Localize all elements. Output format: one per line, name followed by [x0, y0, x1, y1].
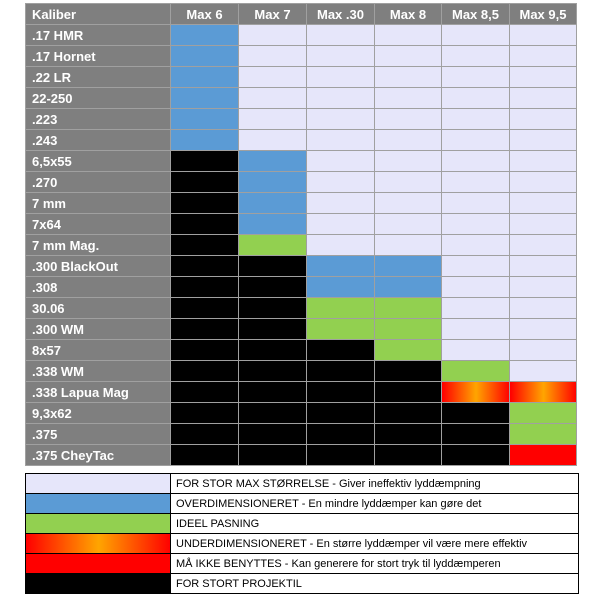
cell-proj: [239, 340, 307, 361]
row-label: .300 WM: [26, 319, 171, 340]
row-label: .243: [26, 130, 171, 151]
cell-proj: [171, 382, 239, 403]
cell-large: [307, 109, 375, 130]
cell-large: [510, 25, 577, 46]
cell-large: [510, 130, 577, 151]
table-row: [26, 214, 577, 235]
legend-item: [26, 514, 579, 534]
cell-ideal: [239, 235, 307, 256]
cell-large: [375, 109, 442, 130]
legend-swatch-ideal: [26, 514, 171, 534]
cell-large: [307, 25, 375, 46]
legend-item: [26, 474, 579, 494]
cell-proj: [239, 403, 307, 424]
table-row: [26, 193, 577, 214]
cell-proj: [375, 361, 442, 382]
cell-ideal: [510, 424, 577, 445]
cell-ideal: [442, 361, 510, 382]
legend-swatch-under: [26, 534, 171, 554]
cell-large: [375, 193, 442, 214]
cell-large: [442, 151, 510, 172]
cell-large: [510, 46, 577, 67]
cell-large: [510, 67, 577, 88]
cell-large: [239, 88, 307, 109]
cell-large: [442, 340, 510, 361]
cell-proj: [239, 361, 307, 382]
legend-item: [26, 494, 579, 514]
cell-large: [510, 88, 577, 109]
cell-large: [442, 298, 510, 319]
cell-proj: [171, 214, 239, 235]
cell-large: [307, 235, 375, 256]
cell-large: [442, 214, 510, 235]
table-row: [26, 298, 577, 319]
cell-large: [442, 109, 510, 130]
cell-large: [239, 46, 307, 67]
cell-proj: [171, 424, 239, 445]
cell-large: [307, 151, 375, 172]
cell-large: [307, 67, 375, 88]
cell-large: [442, 130, 510, 151]
cell-large: [239, 25, 307, 46]
legend: [25, 473, 579, 594]
table-row: [26, 382, 577, 403]
cell-ideal: [307, 298, 375, 319]
row-label: .300 BlackOut: [26, 256, 171, 277]
cell-ideal: [307, 319, 375, 340]
cell-proj: [239, 298, 307, 319]
cell-large: [307, 88, 375, 109]
cell-over: [239, 172, 307, 193]
cell-proj: [375, 445, 442, 466]
cell-large: [442, 25, 510, 46]
legend-item: [26, 534, 579, 554]
cell-proj: [375, 382, 442, 403]
cell-over: [239, 193, 307, 214]
table-row: [26, 445, 577, 466]
cell-proj: [171, 298, 239, 319]
legend-swatch-proj: [26, 574, 171, 594]
cell-proj: [171, 256, 239, 277]
cell-large: [375, 235, 442, 256]
cell-proj: [171, 235, 239, 256]
cell-proj: [375, 424, 442, 445]
cell-large: [510, 109, 577, 130]
table-row: [26, 172, 577, 193]
cell-forbidden: [510, 445, 577, 466]
cell-proj: [239, 256, 307, 277]
cell-large: [442, 256, 510, 277]
row-label: 30.06: [26, 298, 171, 319]
cell-proj: [171, 445, 239, 466]
cell-large: [510, 319, 577, 340]
cell-large: [510, 361, 577, 382]
row-label: .17 Hornet: [26, 46, 171, 67]
cell-large: [239, 130, 307, 151]
legend-swatch-large: [26, 474, 171, 494]
cell-proj: [171, 151, 239, 172]
table-row: [26, 256, 577, 277]
cell-over: [239, 151, 307, 172]
cell-ideal: [375, 298, 442, 319]
cell-large: [375, 214, 442, 235]
cell-over: [171, 46, 239, 67]
cell-proj: [307, 382, 375, 403]
legend-text: FOR STOR MAX STØRRELSE - Giver ineffektiv lyddæmpning: [171, 474, 579, 494]
cell-large: [510, 298, 577, 319]
cell-large: [307, 214, 375, 235]
cell-proj: [307, 340, 375, 361]
table-row: [26, 25, 577, 46]
cell-large: [510, 256, 577, 277]
cell-ideal: [375, 319, 442, 340]
row-label: .223: [26, 109, 171, 130]
col-header-max-8: Max 8: [375, 4, 442, 25]
cell-proj: [239, 277, 307, 298]
legend-text: UNDERDIMENSIONERET - En større lyddæmper vil være mere effektiv: [171, 534, 579, 554]
table-body: [26, 25, 577, 466]
cell-large: [375, 88, 442, 109]
cell-proj: [442, 424, 510, 445]
cell-large: [375, 151, 442, 172]
cell-large: [510, 277, 577, 298]
table-row: [26, 361, 577, 382]
row-label: .17 HMR: [26, 25, 171, 46]
cell-large: [442, 235, 510, 256]
col-header-max-6: Max 6: [171, 4, 239, 25]
legend-text: MÅ IKKE BENYTTES - Kan generere for stort tryk til lyddæmperen: [171, 554, 579, 574]
col-header-kaliber: Kaliber: [26, 4, 171, 25]
cell-proj: [171, 172, 239, 193]
cell-large: [442, 319, 510, 340]
cell-proj: [307, 424, 375, 445]
table-row: [26, 130, 577, 151]
cell-large: [510, 151, 577, 172]
table-row: [26, 277, 577, 298]
table-row: [26, 109, 577, 130]
cell-under: [510, 382, 577, 403]
cell-proj: [307, 445, 375, 466]
table-row: [26, 319, 577, 340]
table-row: [26, 235, 577, 256]
col-header-max-30: Max .30: [307, 4, 375, 25]
cell-under: [442, 382, 510, 403]
cell-over: [171, 88, 239, 109]
cell-over: [307, 256, 375, 277]
table-row: [26, 88, 577, 109]
cell-proj: [171, 403, 239, 424]
cell-over: [171, 130, 239, 151]
cell-proj: [239, 319, 307, 340]
cell-large: [510, 214, 577, 235]
row-label: 9,3x62: [26, 403, 171, 424]
compatibility-table: [25, 3, 577, 466]
row-label: .338 WM: [26, 361, 171, 382]
cell-over: [375, 277, 442, 298]
cell-large: [307, 130, 375, 151]
cell-over: [171, 109, 239, 130]
col-header-max-9-5: Max 9,5: [510, 4, 577, 25]
cell-proj: [307, 361, 375, 382]
legend-swatch-over: [26, 494, 171, 514]
table-row: [26, 403, 577, 424]
row-label: .375 CheyTac: [26, 445, 171, 466]
cell-over: [171, 67, 239, 88]
cell-large: [510, 193, 577, 214]
legend-body: [26, 474, 579, 594]
cell-large: [442, 88, 510, 109]
row-label: 6,5x55: [26, 151, 171, 172]
cell-proj: [375, 403, 442, 424]
row-label: .338 Lapua Mag: [26, 382, 171, 403]
cell-proj: [171, 340, 239, 361]
cell-large: [375, 130, 442, 151]
cell-large: [442, 277, 510, 298]
cell-proj: [239, 424, 307, 445]
cell-large: [375, 67, 442, 88]
cell-proj: [307, 403, 375, 424]
row-label: 22-250: [26, 88, 171, 109]
header-row: [26, 4, 577, 25]
cell-ideal: [375, 340, 442, 361]
cell-over: [307, 277, 375, 298]
table-row: [26, 151, 577, 172]
cell-large: [510, 172, 577, 193]
row-label: 7 mm: [26, 193, 171, 214]
row-label: 7x64: [26, 214, 171, 235]
cell-large: [375, 172, 442, 193]
cell-over: [239, 214, 307, 235]
cell-large: [442, 67, 510, 88]
col-header-max-8-5: Max 8,5: [442, 4, 510, 25]
cell-large: [510, 235, 577, 256]
cell-large: [239, 109, 307, 130]
row-label: 7 mm Mag.: [26, 235, 171, 256]
row-label: .375: [26, 424, 171, 445]
cell-proj: [171, 193, 239, 214]
table-row: [26, 46, 577, 67]
cell-large: [510, 340, 577, 361]
legend-item: [26, 554, 579, 574]
row-label: .22 LR: [26, 67, 171, 88]
cell-over: [375, 256, 442, 277]
cell-large: [375, 46, 442, 67]
cell-large: [239, 67, 307, 88]
cell-proj: [442, 403, 510, 424]
cell-proj: [171, 277, 239, 298]
legend-text: IDEEL PASNING: [171, 514, 579, 534]
table-row: [26, 67, 577, 88]
legend-text: OVERDIMENSIONERET - En mindre lyddæmper kan gøre det: [171, 494, 579, 514]
cell-over: [171, 25, 239, 46]
col-header-max-7: Max 7: [239, 4, 307, 25]
cell-proj: [171, 361, 239, 382]
cell-proj: [239, 445, 307, 466]
cell-large: [442, 46, 510, 67]
cell-large: [307, 172, 375, 193]
row-label: 8x57: [26, 340, 171, 361]
cell-large: [307, 193, 375, 214]
cell-proj: [239, 382, 307, 403]
legend-text: FOR STORT PROJEKTIL: [171, 574, 579, 594]
row-label: .308: [26, 277, 171, 298]
table-row: [26, 340, 577, 361]
legend-item: [26, 574, 579, 594]
cell-large: [307, 46, 375, 67]
cell-proj: [171, 319, 239, 340]
cell-ideal: [510, 403, 577, 424]
legend-swatch-forbidden: [26, 554, 171, 574]
row-label: .270: [26, 172, 171, 193]
cell-large: [442, 172, 510, 193]
cell-large: [375, 25, 442, 46]
cell-large: [442, 193, 510, 214]
table-row: [26, 424, 577, 445]
cell-proj: [442, 445, 510, 466]
